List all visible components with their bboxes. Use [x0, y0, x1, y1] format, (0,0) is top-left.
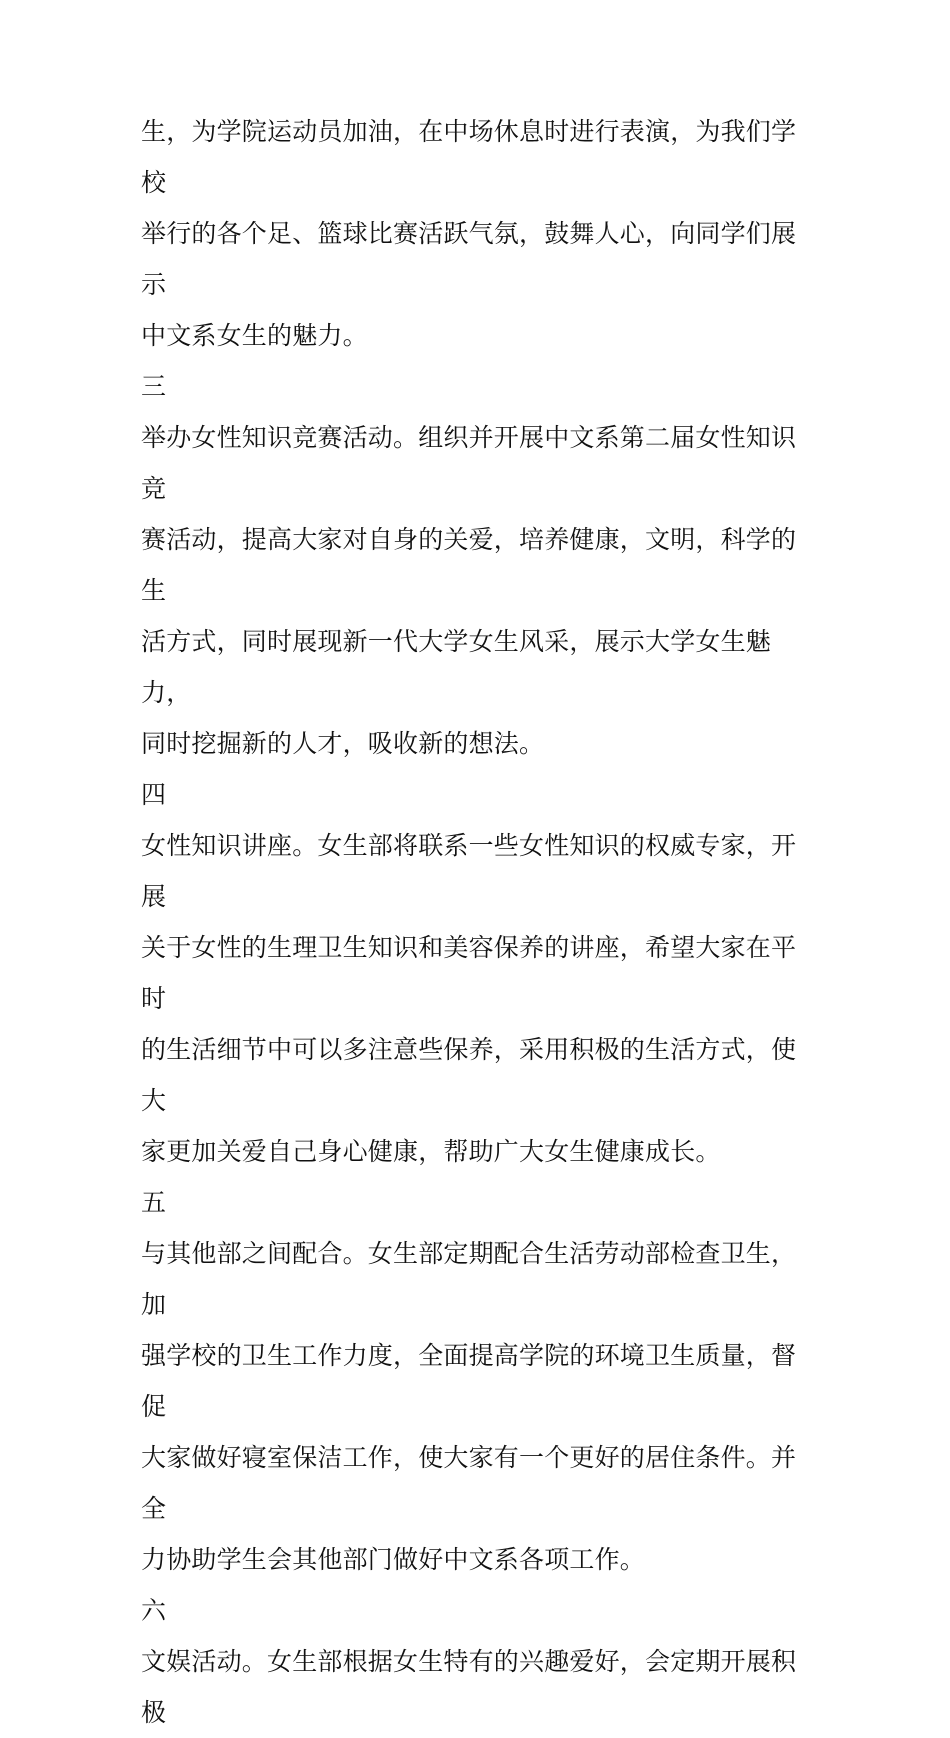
section-number: 三	[141, 372, 167, 401]
section-number: 四	[141, 780, 167, 809]
paragraph-line: 与其他部之间配合。女生部定期配合生活劳动部检查卫生，加	[141, 1239, 797, 1319]
body-paragraph	[141, 412, 821, 769]
paragraph-line: 生，为学院运动员加油，在中场休息时进行表演，为我们学校	[141, 117, 797, 197]
body-paragraph	[141, 1636, 821, 1738]
paragraph-line: 力协助学生会其他部门做好中文系各项工作。	[141, 1545, 646, 1574]
paragraph-line: 赛活动，提高大家对自身的关爱，培养健康，文明，科学的生	[141, 525, 797, 605]
section-number: 六	[141, 1596, 167, 1625]
paragraph-line: 强学校的卫生工作力度，全面提高学院的环境卫生质量，督促	[141, 1341, 797, 1421]
body-paragraph	[141, 106, 821, 361]
body-paragraph	[141, 820, 821, 1177]
paragraph-line: 家更加关爱自己身心健康，帮助广大女生健康成长。	[141, 1137, 721, 1166]
paragraph-line: 举办女性知识竞赛活动。组织并开展中文系第二届女性知识竞	[141, 423, 797, 503]
paragraph-line: 中文系女生的魅力。	[141, 321, 368, 350]
document-body	[141, 106, 821, 1738]
section-number: 五	[141, 1188, 167, 1217]
paragraph-line: 的生活细节中可以多注意些保养，采用积极的生活方式，使大	[141, 1035, 797, 1115]
body-paragraph	[141, 1228, 821, 1585]
paragraph-line: 活方式，同时展现新一代大学女生风采，展示大学女生魅力，	[141, 627, 772, 707]
paragraph-line: 女性知识讲座。女生部将联系一些女性知识的权威专家，开展	[141, 831, 797, 911]
paragraph-line: 同时挖掘新的人才，吸收新的想法。	[141, 729, 545, 758]
paragraph-line: 大家做好寝室保洁工作，使大家有一个更好的居住条件。并全	[141, 1443, 797, 1523]
paragraph-line: 举行的各个足、篮球比赛活跃气氛，鼓舞人心，向同学们展示	[141, 219, 797, 299]
paragraph-line: 文娱活动。女生部根据女生特有的兴趣爱好，会定期开展积极	[141, 1647, 797, 1727]
paragraph-line: 关于女性的生理卫生知识和美容保养的讲座，希望大家在平时	[141, 933, 797, 1013]
